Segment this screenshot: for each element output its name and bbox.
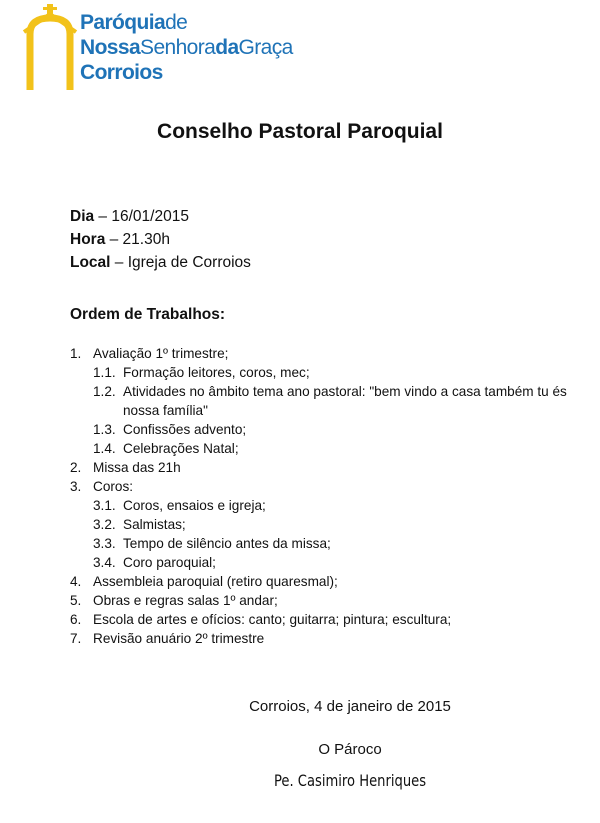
agenda-item [70,572,585,591]
item-text: Revisão anuário 2º trimestre [93,631,265,646]
item-number: 2. [70,460,82,475]
agenda-heading: Ordem de Trabalhos: [70,306,226,323]
item-number: 3.1. [93,498,116,513]
agenda-list [70,344,585,648]
item-text: Avaliação 1º trimestre; [93,346,229,361]
signature: Pe. Casimiro Henriques [273,771,427,790]
meeting-details [70,205,251,274]
parish-name: Paróquiade NossaSenhoradaGraça Corroios [80,11,293,84]
item-number: 3.4. [93,555,116,570]
item-number: 3.3. [93,536,116,551]
item-text: Formação leitores, coros, mec; [123,365,310,380]
agenda-item [70,591,585,610]
item-text: Coros, ensaios e igreja; [123,498,266,513]
item-number: 3.2. [93,517,116,532]
item-number: 3. [70,479,82,494]
item-number: 5. [70,593,82,608]
agenda-item [70,629,585,648]
item-text: Tempo de silêncio antes da missa; [123,536,331,551]
meta-day: Dia – 16/01/2015 [70,208,189,225]
item-text: Coros: [93,479,134,494]
agenda-subitem [93,420,585,439]
agenda-subitem [93,382,585,420]
agenda-subitem [93,363,585,382]
church-arch-icon [22,4,78,92]
item-number: 1.4. [93,441,116,456]
agenda-subitem [93,515,585,534]
agenda-subitem [93,553,585,572]
item-number: 1.1. [93,365,116,380]
agenda-subitem [93,439,585,458]
item-number: 6. [70,612,82,627]
item-number: 4. [70,574,82,589]
item-number: 1.3. [93,422,116,437]
agenda-item [70,477,585,496]
item-text: Assembleia paroquial (retiro quaresmal); [93,574,338,589]
item-text: Obras e regras salas 1º andar; [93,593,278,608]
agenda-item [70,344,585,363]
agenda-subitem [93,496,585,515]
agenda-item [70,610,585,629]
meta-time: Hora – 21.30h [70,231,170,248]
signatory-role: O Pároco [318,741,382,758]
item-text: Coro paroquial; [123,555,216,570]
meta-location: Local – Igreja de Corroios [70,254,251,271]
item-text: Missa das 21h [93,460,181,475]
item-text: Celebrações Natal; [123,441,239,456]
item-text: Salmistas; [123,517,186,532]
item-number: 1. [70,346,82,361]
document-title: Conselho Pastoral Paroquial [157,120,443,143]
item-text: Confissões advento; [123,422,247,437]
item-number: 7. [70,631,82,646]
item-number: 1.2. [93,384,116,399]
item-text: Escola de artes e ofícios: canto; guitarra; pintura; escultura; [93,612,452,627]
agenda-subitem [93,534,585,553]
parish-logo [22,4,322,96]
agenda-item [70,458,585,477]
item-text: Atividades no âmbito tema ano pastoral: "bem vindo a casa também tu és nossa família" [123,384,567,418]
place-date: Corroios, 4 de janeiro de 2015 [249,698,451,715]
